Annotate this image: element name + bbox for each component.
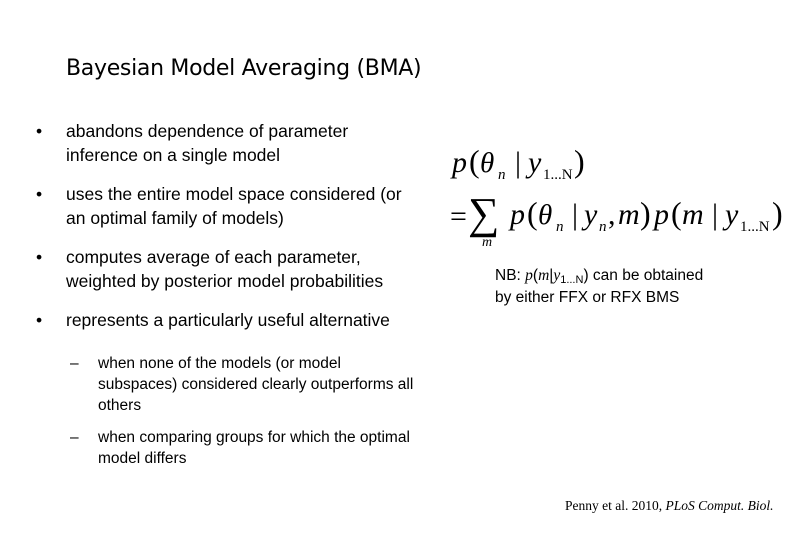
bullet-marker: • xyxy=(36,247,43,267)
sub-bullet-text: when comparing groups for which the optimal model differs xyxy=(98,428,410,467)
nb-note xyxy=(495,265,703,309)
citation-journal: PLoS Comput. Biol. xyxy=(665,498,774,513)
bullet-item xyxy=(36,246,416,293)
eq-equals: = xyxy=(450,200,467,233)
equation-svg xyxy=(440,136,800,256)
eq-open-paren: ( xyxy=(671,195,682,231)
eq-close-paren: ) xyxy=(772,195,783,231)
eq-y: y xyxy=(584,198,598,231)
bullet-marker: • xyxy=(36,121,43,141)
sub-bullet-item xyxy=(70,427,416,469)
eq-p: p xyxy=(510,198,525,231)
sub-bullet-item xyxy=(70,353,416,416)
nb-math-y: y xyxy=(553,267,561,284)
nb-line-2: by either FFX or RFX BMS xyxy=(495,289,680,306)
eq-y: y xyxy=(528,146,542,179)
bullet-list xyxy=(36,120,416,485)
eq-close-paren: ) xyxy=(574,143,585,179)
bullet-marker: • xyxy=(36,310,43,330)
nb-line-1-suffix: can be obtained xyxy=(588,267,704,284)
eq-open-paren: ( xyxy=(527,195,538,231)
citation-authors: Penny et al. 2010, xyxy=(565,498,666,513)
eq-sum-subscript: m xyxy=(482,235,493,250)
nb-line-1 xyxy=(495,265,703,287)
eq-y: y xyxy=(725,198,739,231)
bullet-text: abandons dependence of parameter inference on a single model xyxy=(66,121,349,165)
bullet-item xyxy=(36,183,416,230)
sub-bullet-text: when none of the models (or model subspaces) considered clearly outperforms all others xyxy=(98,354,414,414)
sub-bullet-list xyxy=(70,353,416,469)
bullet-text: uses the entire model space considered (or an optimal family of models) xyxy=(66,184,402,228)
bullet-marker: • xyxy=(36,184,43,204)
nb-math-subscript: 1...N xyxy=(560,274,584,286)
nb-math-bar: | xyxy=(549,267,554,284)
citation xyxy=(565,498,774,514)
eq-bar: | xyxy=(712,198,719,231)
nb-math-p: p xyxy=(525,267,533,284)
eq-bar: | xyxy=(515,146,522,179)
eq-theta: θ xyxy=(538,199,553,231)
bullet-item xyxy=(36,309,416,469)
eq-p: p xyxy=(452,146,467,179)
bullet-item xyxy=(36,120,416,167)
eq-y-subscript: 1...N xyxy=(740,219,770,235)
eq-m: m xyxy=(618,198,640,231)
bma-equation xyxy=(440,136,800,256)
eq-open-paren: ( xyxy=(469,143,480,179)
eq-close-paren: ) xyxy=(640,195,651,231)
nb-prefix: NB: xyxy=(495,267,526,284)
eq-y-subscript: n xyxy=(599,219,607,235)
nb-math-close: ) xyxy=(583,267,589,284)
eq-p: p xyxy=(654,198,669,231)
eq-comma: , xyxy=(608,198,616,231)
nb-math-open: ( xyxy=(532,267,539,284)
nb-math-m: m xyxy=(538,267,550,284)
eq-theta-subscript: n xyxy=(556,219,564,235)
sub-bullet-marker: – xyxy=(70,428,79,446)
slide-title: Bayesian Model Averaging (BMA) xyxy=(66,56,422,81)
eq-y-subscript: 1...N xyxy=(543,167,573,183)
bullet-text: computes average of each parameter, weighted by posterior model probabilities xyxy=(66,247,384,291)
sub-bullet-marker: – xyxy=(70,354,79,372)
bullet-text: represents a particularly useful alternative xyxy=(66,310,390,330)
eq-m: m xyxy=(682,198,704,231)
eq-sum-sign: ∑ xyxy=(468,189,500,238)
eq-theta-subscript: n xyxy=(498,167,506,183)
eq-bar: | xyxy=(572,198,579,231)
eq-theta: θ xyxy=(480,147,495,179)
